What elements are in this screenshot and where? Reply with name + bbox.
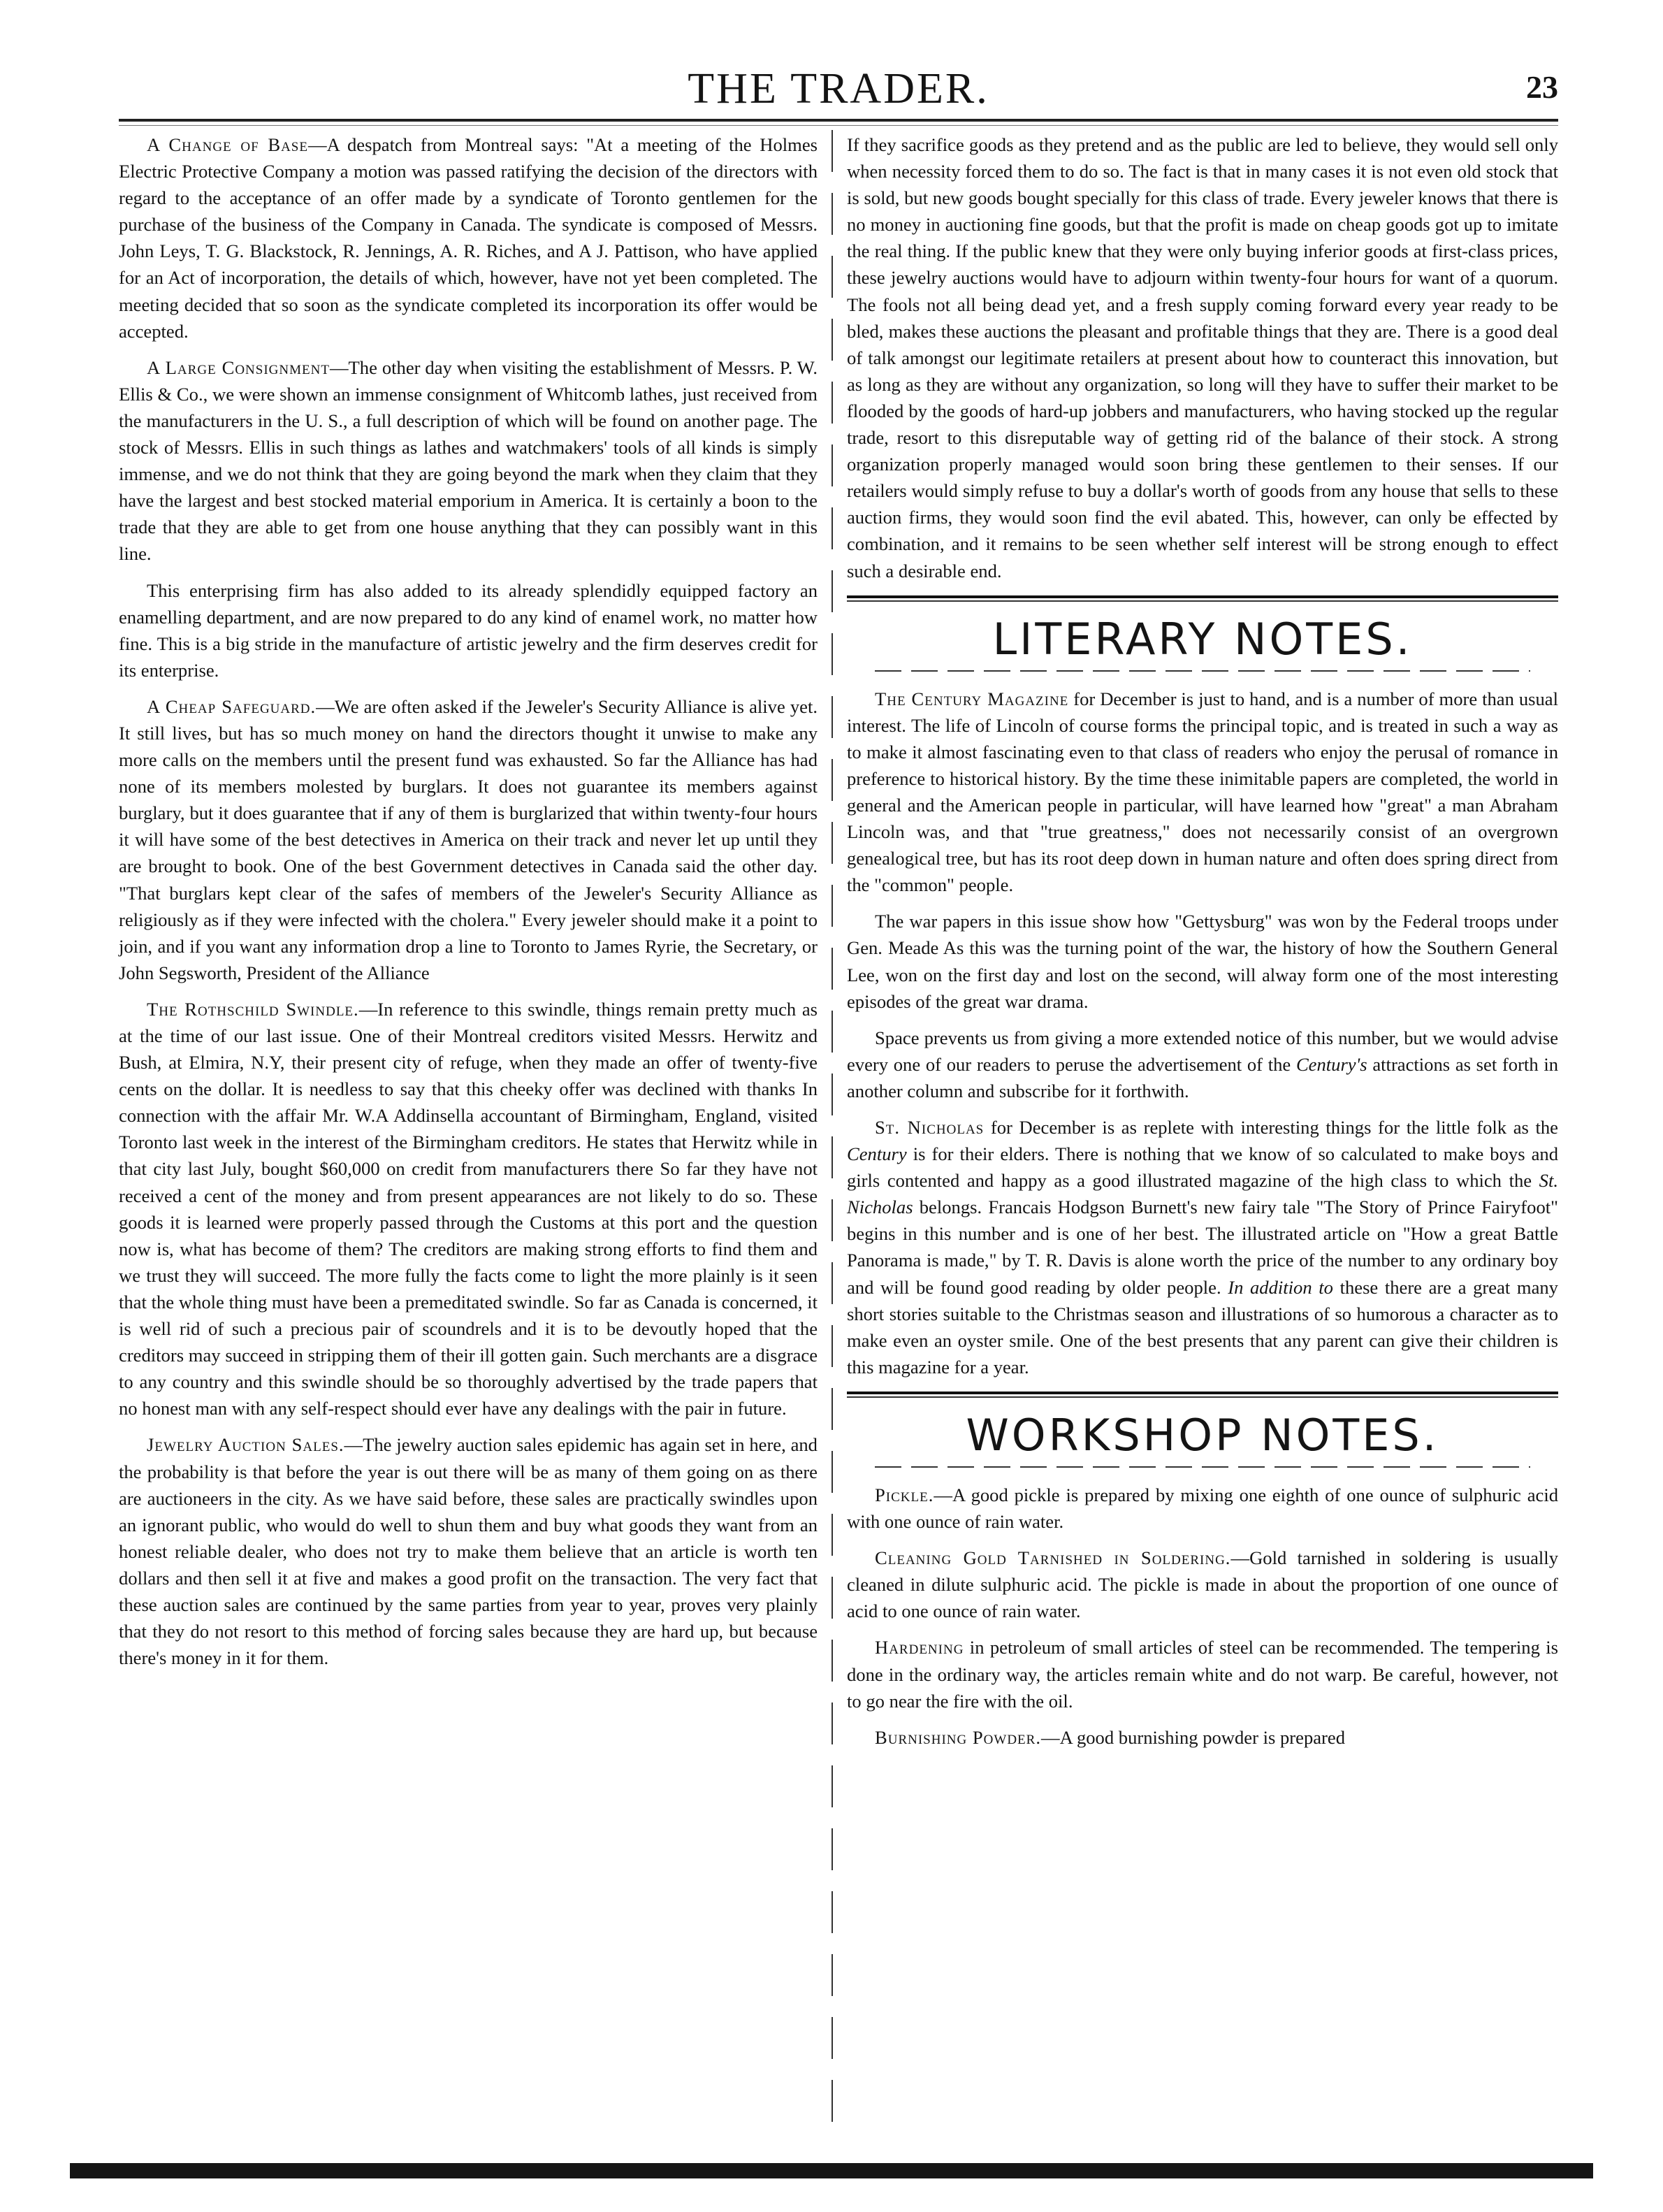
note-text: belongs. Francais Hodgson Burnett's new fairy tale "The Story of Prince Fairyfoot" begins in this number and is one of her best. The illustrated article on "How a great Battle Panorama is made," by T. R. Davis is alone worth the price of the number to any ordinary boy and will be found good reading by older people. bbox=[847, 1197, 1558, 1298]
note-body: —A good pickle is prepared by mixing one eighth of one ounce of sulphuric acid with one ounce of rain water. bbox=[847, 1484, 1558, 1533]
article-head: A Change of Base bbox=[147, 134, 308, 155]
article-head: Jewelry Auction Sales. bbox=[147, 1434, 344, 1456]
left-column bbox=[119, 131, 818, 1681]
article-continuation: If they sacrifice goods as they pretend and as the public are led to believe, they would sell only when necessity forced them to do so. The fact is that in many cases it is not even old stock that is sold, but new goods bought specially for this class of trade. Every jeweler knows that there is no money in auctioning fine goods, but that the profit is made on cheap goods got up to imitate the real thing. If the public knew that they were only buying inferior goods at first-class prices, these jewelry auctions would have to adjourn within twenty-four hours for want of a quorum. The fools not all being dead yet, and a fresh supply coming forward every year ready to be bled, makes these auctions the pleasant and profitable things that they are. There is a good deal of talk amongst our legitimate retailers at present about how to counteract this innovation, but as long as they are without any organization, so long will they have to suffer their market to be flooded by the goods of hard-up jobbers and manufacturers, who having stocked up the regular trade, resort to this disreputable way of getting rid of the balance of their stock. A strong organization properly managed would soon bring these gentlemen to their senses. If our retailers would simply refuse to buy a dollar's worth of goods from any house that sells to these auction firms, they would soon find the evil abated. This, however, can only be effected by combination, and it remains to be seen whether self interest will be strong enough to effect such a desirable end. bbox=[847, 134, 1558, 581]
heading-underline bbox=[875, 670, 1530, 672]
note-text: attractions as set forth in another column and subscribe for it forthwith. bbox=[847, 1053, 1558, 1101]
publication-title: THE TRADER. bbox=[688, 65, 989, 113]
workshop-notes-heading: WORKSHOP NOTES. bbox=[966, 1409, 1439, 1461]
section-rule bbox=[847, 595, 1558, 598]
article-head: A Cheap Safeguard. bbox=[147, 695, 317, 717]
workshop-note-pickle bbox=[847, 1482, 1558, 1535]
workshop-note-burnishing-powder bbox=[847, 1724, 1558, 1751]
article-large-consignment bbox=[119, 354, 818, 568]
note-text: is for their elders. There is nothing that we know of so calculated to make boys and girls contented and happy as a good illustrated magazine of the high class to which the bbox=[847, 1143, 1558, 1192]
article-body: —In reference to this swindle, things remain pretty much as at the time of our last issue. One of their Montreal creditors visited Messrs. Herwitz and Bush, at Elmira, N.Y, their present city of refuge, when they made an offer of twenty-five cents on the dollar. It is needless to say that this cheeky offer was declined with thanks In connection with the affair Mr. W.A Addinsella accountant of Birmingham, England, visited Toronto last week in the interest of the Birmingham creditors. He states that Herwitz while in that city last July, bought $60,000 on credit from manufacturers there So far they have not received a cent of the money and from present appearances are not likely to do so. These goods it is learned were properly passed through the Customs at this port and the question now is, what has become of them? The creditors are making strong efforts to find them and we trust they will succeed. The more fully the facts come to light the more plainly is it seen that the whole thing must have been a premeditated swindle. So far as Canada is concerned, it is well rid of such a precious pair of scoundrels and it is to be devoutly hoped that the creditors may succeed in stripping them of their ill gotten gain. Such merchants are a disgrace to any country and this swindle should be so thoroughly advertised by the trade papers that no honest man with any self-respect should ever have any dealings with the pair in future. bbox=[119, 998, 818, 1419]
note-body: for December is just to hand, and is a number of more than usual interest. The life of Lincoln of course forms the principal topic, and is treated in such a way as to make it almost fascinating even to that class of readers who enjoy the perusal of romance in preference to historical history. By the time these inimitable papers are completed, the world in general and the American people in particular, will have learned how "great" a man Abraham Lincoln was, and that "true greatness," does not necessarily consist of an overgrown genealogical tree, but has its root deep down in human nature and often does spring direct from the "common" people. bbox=[847, 688, 1558, 896]
header-rule-thin bbox=[119, 125, 1558, 126]
right-column bbox=[847, 131, 1558, 1761]
literary-note-century bbox=[847, 686, 1558, 899]
note-head: Pickle. bbox=[875, 1484, 934, 1505]
article-paragraph: This enterprising firm has also added to its already splendidly equipped factory an enamelling department, and are now prepared to do any kind of enamel work, no matter how fine. This is a big stride in the manufacture of artistic jewelry and the firm deserves credit for its enterprise. bbox=[119, 579, 818, 681]
note-head: St. Nicholas bbox=[875, 1117, 985, 1138]
article-body: —The other day when visiting the establishment of Messrs. P. W. Ellis & Co., we were shown an immense consignment of Whitcomb lathes, just received from the manufacturers in the U. S., a full description of which will be found on another page. The stock of Messrs. Ellis in such things as lathes and watchmakers' tools of all kinds is simply immense, and we do not think that they are going beyond the mark when they claim that they have the largest and best stocked material emporium in America. It is certainly a boon to the trade that they are able to get from one house anything that they can possibly want in this line. bbox=[119, 356, 818, 565]
section-rule-thin bbox=[847, 600, 1558, 602]
note-text: these there are a great many short stories suitable to the Christmas season and illustrations of so humorous a character as to make even an oyster smile. One of the best presents that any parent can give their children is this magazine for a year. bbox=[847, 1276, 1558, 1378]
heading-underline bbox=[875, 1466, 1530, 1468]
note-emphasis: Century bbox=[847, 1143, 907, 1165]
header-rule bbox=[119, 119, 1558, 122]
note-body: —Gold tarnished in soldering is usually cleaned in dilute sulphuric acid. The pickle is made in about the proportion of one ounce of acid to one ounce of rain water. bbox=[847, 1547, 1558, 1622]
article-head: A Large Consignment bbox=[147, 356, 330, 378]
article-cheap-safeguard bbox=[119, 693, 818, 986]
section-rule-thin bbox=[847, 1396, 1558, 1398]
section-rule bbox=[847, 1391, 1558, 1394]
note-head: Hardening bbox=[875, 1637, 964, 1658]
article-rothschild-swindle bbox=[119, 996, 818, 1422]
note-text: Space prevents us from giving a more extended notice of this number, but we would advise every one of our readers to peruse the advertisement of the bbox=[847, 1027, 1558, 1075]
literary-note-st-nicholas bbox=[847, 1114, 1558, 1380]
note-head: Burnishing Powder. bbox=[875, 1726, 1041, 1748]
article-change-of-base bbox=[119, 131, 818, 345]
note-body: —A good burnishing powder is prepared bbox=[1040, 1726, 1346, 1748]
literary-notes-heading: LITERARY NOTES. bbox=[992, 613, 1413, 665]
article-body: —A despatch from Montreal says: "At a meeting of the Holmes Electric Protective Company a motion was passed ratifying the decision of the directors with regard to the acceptance of an offer made by a syndicate of Toronto gentlemen for the purchase of the business of the Company in Canada. The syndicate is composed of Messrs. John Leys, T. G. Blackstock, R. Jennings, A. R. Riches, and A J. Pattison, who have applied for an Act of incorporation, the details of which, however, have not yet been completed. The meeting decided that so soon as the syndicate completed its incorporation its offer would be accepted. bbox=[119, 134, 818, 342]
article-body: —We are often asked if the Jeweler's Security Alliance is alive yet. It still lives, but has so much money on hand the directors thought it unwise to make any more calls on the members until the present fund was exhausted. So far the Alliance has had none of its members molested by burglars. It does not guarantee its members against burglary, but it does guarantee that if any of them is burglarized that within twenty-four hours it will have some of the best detectives in America on their track and never let up until they are brought to book. One of the best Government detectives in Canada said the other day. "That burglars kept clear of the safes of members of the Jeweler's Security Alliance as religiously as if they were infected with the cholera." Every jeweler should make it a point to join, and if you want any information drop a line to Toronto to James Ryrie, the Secretary, or John Segsworth, President of the Alliance bbox=[119, 695, 818, 983]
column-divider bbox=[832, 130, 833, 2122]
note-emphasis: St. Nicholas bbox=[847, 1170, 1558, 1218]
masthead bbox=[119, 64, 1558, 120]
note-emphasis: Century's bbox=[1295, 1053, 1367, 1075]
workshop-note-cleaning-gold bbox=[847, 1545, 1558, 1624]
article-body: —The jewelry auction sales epidemic has again set in here, and the probability is that before the year is out there will be as many of them going on as there are auctioneers in the city. As we have said before, these sales are practically swindles upon an ignorant public, who would do well to shun them and buy what goods they want from an honest reliable dealer, who does not try to make them believe that an article is worth ten dollars and then sell it at five and makes a good profit on the transaction. The very fact that these auction sales are continued by the same parties from year to year, proves very plainly that they do not resort to this method of forcing sales because they are hard up, but because there's money in it for them. bbox=[119, 1434, 818, 1669]
article-jewelry-auction-sales bbox=[119, 1431, 818, 1671]
note-head: The Century Magazine bbox=[875, 688, 1069, 709]
literary-note-space bbox=[847, 1025, 1558, 1104]
note-text: for December is as replete with interesting things for the little folk as the bbox=[984, 1117, 1558, 1138]
note-emphasis: In addition to bbox=[1228, 1276, 1333, 1298]
note-head: Cleaning Gold Tarnished in Soldering. bbox=[875, 1547, 1231, 1569]
literary-note-war-papers: The war papers in this issue show how "Gettysburg" was won by the Federal troops under Gen. Meade As this was the turning point of the war, the history of how the Southern General Lee, won on the first day and lost on the second, will alway form one of the most interesting episodes of the great war drama. bbox=[847, 911, 1558, 1012]
footer-bar bbox=[70, 2163, 1593, 2178]
workshop-note-hardening bbox=[847, 1634, 1558, 1714]
page-number: 23 bbox=[1526, 69, 1558, 105]
note-body: in petroleum of small articles of steel can be recommended. The tempering is done in the ordinary way, the articles remain white and do not warp. Be careful, however, not to go near the fire with the oil. bbox=[847, 1637, 1558, 1712]
article-head: The Rothschild Swindle. bbox=[147, 998, 359, 1020]
